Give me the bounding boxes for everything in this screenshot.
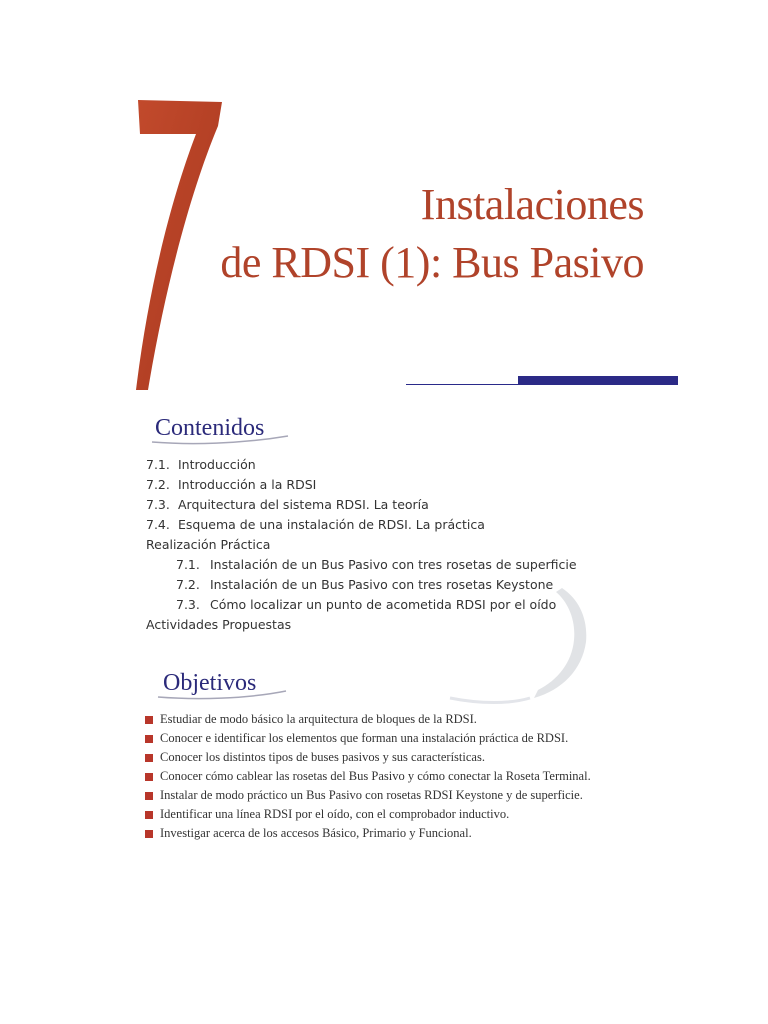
toc-activities: Actividades Propuestas bbox=[146, 617, 292, 632]
toc-practice-heading: Realización Práctica bbox=[146, 537, 271, 552]
objectives-heading-swoosh bbox=[156, 687, 296, 701]
toc-item-text: Introducción a la RDSI bbox=[178, 477, 317, 492]
objectives-list bbox=[145, 710, 591, 843]
chapter-title-line-1: Instalaciones bbox=[420, 180, 644, 229]
objective-item bbox=[145, 824, 585, 843]
objective-text: Investigar acerca de los accesos Básico, Primario y Funcional. bbox=[160, 826, 472, 840]
toc-item-number: 7.3. bbox=[146, 497, 170, 512]
objective-item bbox=[145, 710, 585, 729]
objective-item bbox=[145, 729, 585, 748]
objective-text: Estudiar de modo básico la arquitectura de bloques de la RDSI. bbox=[160, 712, 477, 726]
chapter-title bbox=[220, 176, 644, 292]
objective-text: Identificar una línea RDSI por el oído, con el comprobador inductivo. bbox=[160, 807, 510, 821]
globe-watermark-icon bbox=[430, 580, 590, 710]
square-bullet-icon bbox=[145, 830, 153, 838]
toc-item-number: 7.4. bbox=[146, 517, 170, 532]
objective-item bbox=[145, 748, 585, 767]
contents-heading: Contenidos bbox=[155, 415, 265, 441]
toc-item-number: 7.2. bbox=[146, 477, 170, 492]
toc-item bbox=[146, 475, 666, 495]
objective-item bbox=[145, 767, 591, 786]
rule-thick bbox=[518, 376, 678, 385]
toc-item bbox=[146, 455, 666, 475]
toc-item-text: Introducción bbox=[178, 457, 256, 472]
square-bullet-icon bbox=[145, 792, 153, 800]
toc-item-number: 7.1. bbox=[146, 457, 170, 472]
toc-item bbox=[146, 495, 666, 515]
toc-practice-item bbox=[146, 555, 666, 575]
toc-item-text: Instalación de un Bus Pasivo con tres rosetas Keystone bbox=[210, 577, 554, 592]
square-bullet-icon bbox=[145, 811, 153, 819]
square-bullet-icon bbox=[145, 716, 153, 724]
square-bullet-icon bbox=[145, 735, 153, 743]
objective-text: Conocer e identificar los elementos que forman una instalación práctica de RDSI. bbox=[160, 731, 569, 745]
toc-item-text: Arquitectura del sistema RDSI. La teoría bbox=[178, 497, 429, 512]
title-underline-rule bbox=[406, 376, 678, 388]
toc-item-text: Cómo localizar un punto de acometida RDSI por el oído bbox=[210, 597, 557, 612]
toc-item-number: 7.2. bbox=[176, 577, 200, 592]
objective-text: Instalar de modo práctico un Bus Pasivo con rosetas RDSI Keystone y de superficie. bbox=[160, 788, 583, 802]
square-bullet-icon bbox=[145, 754, 153, 762]
chapter-title-line-2: de RDSI (1): Bus Pasivo bbox=[220, 238, 644, 287]
objective-item bbox=[145, 786, 585, 805]
objective-text: Conocer cómo cablear las rosetas del Bus Pasivo y cómo conectar la Roseta Terminal. bbox=[160, 769, 591, 783]
objective-item bbox=[145, 805, 585, 824]
objective-text: Conocer los distintos tipos de buses pasivos y sus características. bbox=[160, 750, 485, 764]
toc-item-number: 7.3. bbox=[176, 597, 200, 612]
rule-thin bbox=[406, 384, 518, 385]
toc-item bbox=[146, 515, 666, 535]
toc-item-text: Instalación de un Bus Pasivo con tres rosetas de superficie bbox=[210, 557, 577, 572]
objectives-heading: Objetivos bbox=[163, 670, 257, 696]
toc-item-text: Esquema de una instalación de RDSI. La práctica bbox=[178, 517, 485, 532]
contents-heading-swoosh bbox=[150, 432, 290, 446]
square-bullet-icon bbox=[145, 773, 153, 781]
toc-item-number: 7.1. bbox=[176, 557, 200, 572]
chapter-number-seven bbox=[118, 92, 228, 392]
